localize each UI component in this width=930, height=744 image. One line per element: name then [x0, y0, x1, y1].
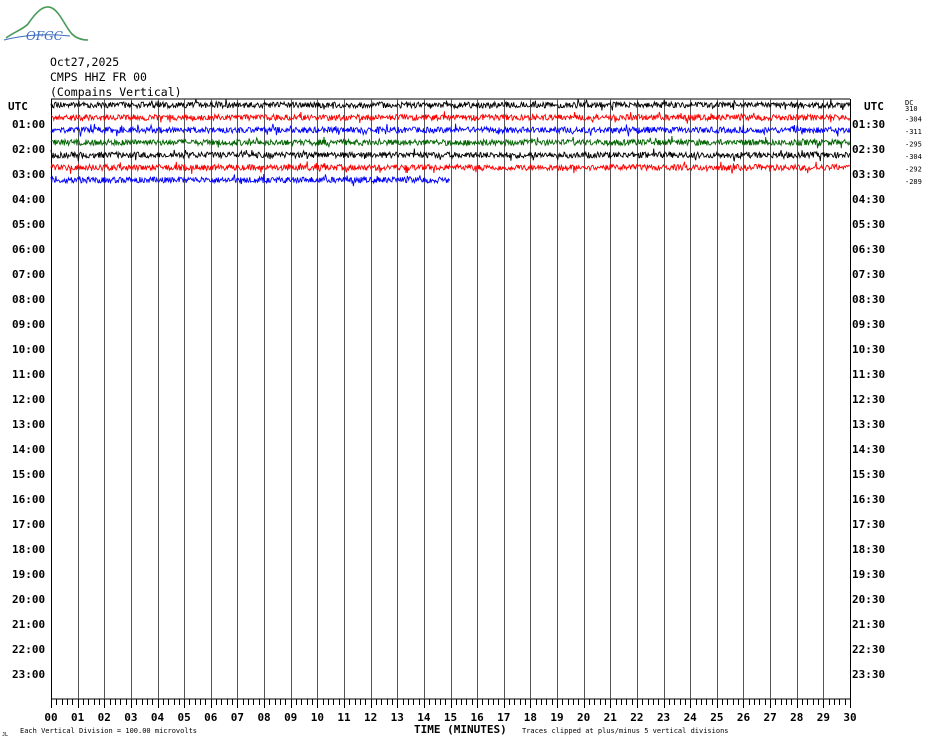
- seismic-trace: [51, 136, 850, 148]
- left-hour-label: 19:00: [12, 568, 46, 581]
- left-hour-label: 17:00: [12, 518, 46, 531]
- dc-offset-label: -304: [905, 153, 922, 161]
- right-hour-label: 16:30: [852, 493, 886, 506]
- right-hour-label: 02:30: [852, 143, 886, 156]
- left-hour-label: 14:00: [12, 443, 46, 456]
- right-hour-label: 18:30: [852, 543, 886, 556]
- right-axis-label: UTC: [864, 100, 884, 113]
- x-tick-label: 10: [310, 711, 324, 724]
- right-hour-label: 10:30: [852, 343, 886, 356]
- x-tick-label: 24: [683, 711, 697, 724]
- x-tick-label: 18: [523, 711, 538, 724]
- corner-mark: JL: [2, 732, 9, 738]
- x-tick-label: 15: [443, 711, 458, 724]
- x-tick-label: 23: [656, 711, 671, 724]
- x-tick-label: 06: [204, 711, 218, 724]
- right-hour-label: 11:30: [852, 368, 886, 381]
- x-tick-label: 00: [44, 711, 58, 724]
- footer-division: Each Vertical Division = 100.00 microvolts: [20, 727, 198, 735]
- left-hour-label: 02:00: [12, 143, 46, 156]
- x-tick-label: 22: [630, 711, 644, 724]
- right-hour-label: 22:30: [852, 643, 886, 656]
- left-hour-label: 01:00: [12, 118, 46, 131]
- x-tick-label: 07: [230, 711, 245, 724]
- seismic-trace: [51, 161, 850, 174]
- axis-labels: [12, 105, 922, 724]
- right-hour-label: 21:30: [852, 618, 886, 631]
- left-hour-label: 23:00: [12, 668, 46, 681]
- seismic-trace: [51, 99, 850, 111]
- date-label: Oct27,2025: [50, 55, 120, 69]
- right-hour-label: 17:30: [852, 518, 886, 531]
- x-tick-label: 08: [257, 711, 271, 724]
- x-tick-label: 03: [124, 711, 138, 724]
- left-hour-label: 15:00: [12, 468, 46, 481]
- left-hour-label: 03:00: [12, 168, 46, 181]
- x-tick-label: 27: [763, 711, 777, 724]
- right-hour-label: 03:30: [852, 168, 886, 181]
- right-hour-label: 12:30: [852, 393, 886, 406]
- right-hour-label: 07:30: [852, 268, 886, 281]
- x-tick-label: 25: [710, 711, 724, 724]
- left-hour-label: 22:00: [12, 643, 46, 656]
- right-hour-label: 08:30: [852, 293, 886, 306]
- x-tick-label: 12: [363, 711, 378, 724]
- location-label: (Compains Vertical): [50, 85, 182, 99]
- left-hour-label: 10:00: [12, 343, 46, 356]
- left-hour-label: 16:00: [12, 493, 46, 506]
- dc-offset-label: -295: [905, 140, 922, 149]
- left-hour-label: 04:00: [12, 193, 46, 206]
- x-axis-title: TIME (MINUTES): [414, 723, 507, 736]
- seismic-traces: [51, 99, 850, 187]
- x-tick-label: 09: [284, 711, 298, 724]
- right-hour-label: 06:30: [852, 243, 886, 256]
- seismic-trace: [51, 111, 850, 123]
- ofgc-logo: [4, 7, 88, 43]
- seismic-trace: [51, 124, 850, 137]
- left-hour-label: 05:00: [12, 218, 46, 231]
- x-tick-label: 29: [816, 711, 830, 724]
- right-hour-label: 15:30: [852, 468, 886, 481]
- left-hour-label: 07:00: [12, 268, 46, 281]
- x-tick-label: 02: [97, 711, 111, 724]
- left-hour-label: 20:00: [12, 593, 46, 606]
- left-hour-label: 08:00: [12, 293, 46, 306]
- x-tick-label: 13: [390, 711, 404, 724]
- x-tick-label: 01: [71, 711, 85, 724]
- left-hour-label: 13:00: [12, 418, 46, 431]
- left-hour-label: 09:00: [12, 318, 46, 331]
- logo-text: OFGC: [26, 29, 63, 43]
- left-hour-label: 12:00: [12, 393, 46, 406]
- dc-offset-label: -292: [905, 165, 922, 174]
- right-hour-label: 09:30: [852, 318, 886, 331]
- x-tick-label: 21: [603, 711, 617, 724]
- plot-grid: [51, 99, 851, 708]
- dc-offset-label: -304: [905, 115, 922, 124]
- right-hour-label: 23:30: [852, 668, 886, 681]
- right-hour-label: 04:30: [852, 193, 886, 206]
- station-label: CMPS HHZ FR 00: [50, 70, 147, 84]
- left-hour-label: 06:00: [12, 243, 46, 256]
- x-tick-label: 11: [337, 711, 351, 724]
- right-hour-label: 14:30: [852, 443, 886, 456]
- left-hour-label: 18:00: [12, 543, 46, 556]
- x-tick-label: 16: [470, 711, 484, 724]
- right-hour-label: 20:30: [852, 593, 886, 606]
- right-hour-label: 05:30: [852, 218, 886, 231]
- seismic-trace: [51, 149, 850, 162]
- right-hour-label: 13:30: [852, 418, 886, 431]
- dc-offset-label: -289: [905, 178, 922, 186]
- dc-label: DC: [905, 99, 914, 107]
- x-tick-label: 28: [790, 711, 804, 724]
- left-hour-label: 11:00: [12, 368, 46, 381]
- x-tick-label: 20: [577, 711, 591, 724]
- x-tick-label: 05: [177, 711, 191, 724]
- x-tick-label: 04: [150, 711, 165, 724]
- x-tick-label: 14: [417, 711, 431, 724]
- right-hour-label: 19:30: [852, 568, 886, 581]
- x-tick-label: 17: [497, 711, 511, 724]
- seismic-trace: [51, 174, 450, 186]
- right-hour-label: 01:30: [852, 118, 886, 131]
- footer-clip: Traces clipped at plus/minus 5 vertical divisions: [522, 727, 729, 735]
- dc-offset-label: 310: [905, 105, 918, 113]
- dc-offset-label: -311: [905, 128, 922, 136]
- left-hour-label: 21:00: [12, 618, 46, 631]
- x-tick-label: 30: [843, 711, 857, 724]
- x-tick-label: 26: [736, 711, 751, 724]
- x-tick-label: 19: [550, 711, 564, 724]
- left-axis-label: UTC: [8, 100, 28, 113]
